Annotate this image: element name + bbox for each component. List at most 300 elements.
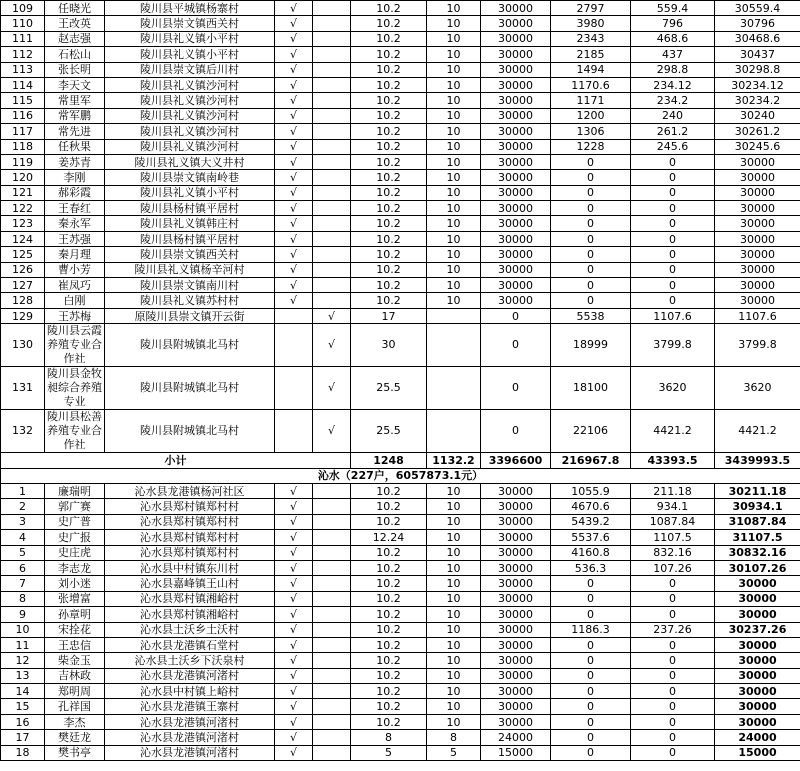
standard-value: 10 [427, 483, 481, 498]
household-name: 赵志强 [45, 31, 105, 46]
subsidy-value: 0 [481, 324, 551, 367]
liangchuan-coop-rows [1, 324, 800, 453]
value-1: 536.3 [551, 560, 631, 575]
value-2: 0 [631, 247, 715, 262]
value-1: 5538 [551, 308, 631, 323]
standard-value [427, 410, 481, 453]
value-1: 0 [551, 154, 631, 169]
row-number: 121 [1, 185, 45, 200]
check-1: √ [275, 622, 313, 637]
subsidy-value: 30000 [481, 699, 551, 714]
subtotal-v1: 216967.8 [551, 453, 631, 468]
total-value: 1107.6 [715, 308, 800, 323]
household-name: 廉瑞明 [45, 483, 105, 498]
address: 陵川县礼义镇小平村 [105, 185, 275, 200]
household-name: 秦月理 [45, 247, 105, 262]
household-name: 崔凤巧 [45, 278, 105, 293]
address: 陵川县礼义镇沙河村 [105, 93, 275, 108]
check-1 [275, 367, 313, 410]
check-1 [275, 410, 313, 453]
total-value: 30234.12 [715, 77, 800, 92]
value-2: 832.16 [631, 545, 715, 560]
total-value: 30261.2 [715, 124, 800, 139]
standard-value: 10 [427, 77, 481, 92]
row-number: 8 [1, 591, 45, 606]
check-2 [313, 499, 351, 514]
standard-value: 10 [427, 653, 481, 668]
value-1: 0 [551, 262, 631, 277]
standard-value [427, 308, 481, 323]
value-2: 0 [631, 730, 715, 745]
value-1: 0 [551, 231, 631, 246]
household-name: 王改英 [45, 16, 105, 31]
standard-value: 10 [427, 139, 481, 154]
value-2: 0 [631, 668, 715, 683]
subsidy-value: 30000 [481, 622, 551, 637]
table-row [1, 367, 800, 410]
check-1: √ [275, 108, 313, 123]
table-row [1, 93, 800, 108]
table-row [1, 16, 800, 31]
area-value: 10.2 [351, 262, 427, 277]
subsidy-value: 30000 [481, 684, 551, 699]
value-1: 0 [551, 699, 631, 714]
household-name: 王苏强 [45, 231, 105, 246]
subsidy-value: 30000 [481, 278, 551, 293]
subsidy-value: 30000 [481, 247, 551, 262]
check-1: √ [275, 247, 313, 262]
subtotal-total: 3439993.5 [715, 453, 800, 468]
total-value: 24000 [715, 730, 800, 745]
area-value: 10.2 [351, 560, 427, 575]
check-2 [313, 483, 351, 498]
standard-value: 10 [427, 560, 481, 575]
standard-value: 10 [427, 514, 481, 529]
total-value: 30468.6 [715, 31, 800, 46]
subtotal-std: 1132.2 [427, 453, 481, 468]
subsidy-value: 30000 [481, 653, 551, 668]
household-name: 陵川县金牧昶综合养殖专业 [45, 367, 105, 410]
area-value: 10.2 [351, 108, 427, 123]
subsidy-value: 30000 [481, 637, 551, 652]
table-row [1, 77, 800, 92]
value-2: 0 [631, 745, 715, 760]
area-value: 10.2 [351, 170, 427, 185]
table-row [1, 545, 800, 560]
value-2: 1107.6 [631, 308, 715, 323]
check-2 [313, 262, 351, 277]
household-name: 史广普 [45, 514, 105, 529]
total-value: 30237.26 [715, 622, 800, 637]
table-row [1, 170, 800, 185]
household-name: 任晓光 [45, 1, 105, 16]
standard-value: 10 [427, 293, 481, 308]
check-1: √ [275, 499, 313, 514]
standard-value: 10 [427, 201, 481, 216]
household-name: 吉林政 [45, 668, 105, 683]
subtotal-sub: 3396600 [481, 453, 551, 468]
value-2: 298.8 [631, 62, 715, 77]
value-2: 3620 [631, 367, 715, 410]
check-2: √ [313, 324, 351, 367]
check-2 [313, 699, 351, 714]
check-1: √ [275, 77, 313, 92]
subsidy-value: 30000 [481, 560, 551, 575]
total-value: 30000 [715, 637, 800, 652]
value-1: 0 [551, 293, 631, 308]
subsidy-value: 30000 [481, 62, 551, 77]
total-value: 30000 [715, 653, 800, 668]
total-value: 30000 [715, 231, 800, 246]
address: 陵川县崇文镇后川村 [105, 62, 275, 77]
value-2: 0 [631, 684, 715, 699]
subsidy-value: 30000 [481, 576, 551, 591]
value-1: 1171 [551, 93, 631, 108]
subsidy-value: 30000 [481, 31, 551, 46]
check-2 [313, 278, 351, 293]
household-name: 白刚 [45, 293, 105, 308]
table-row [1, 185, 800, 200]
address: 陵川县杨村镇平居村 [105, 201, 275, 216]
area-value: 17 [351, 308, 427, 323]
area-value: 10.2 [351, 47, 427, 62]
check-1 [275, 324, 313, 367]
liangchuan-rows [1, 1, 800, 324]
value-1: 1306 [551, 124, 631, 139]
check-1: √ [275, 514, 313, 529]
value-1: 0 [551, 730, 631, 745]
table-row [1, 124, 800, 139]
subsidy-value: 30000 [481, 154, 551, 169]
standard-value: 10 [427, 278, 481, 293]
standard-value: 10 [427, 93, 481, 108]
address: 陵川县崇文镇西关村 [105, 247, 275, 262]
table-row [1, 591, 800, 606]
household-name: 石松山 [45, 47, 105, 62]
household-name: 张长明 [45, 62, 105, 77]
value-1: 4160.8 [551, 545, 631, 560]
household-name: 孔祥国 [45, 699, 105, 714]
household-name: 樊书亭 [45, 745, 105, 760]
total-value: 30000 [715, 170, 800, 185]
table-row [1, 560, 800, 575]
area-value: 8 [351, 730, 427, 745]
check-2 [313, 684, 351, 699]
value-2: 0 [631, 185, 715, 200]
check-2 [313, 77, 351, 92]
household-name: 陵川县松善养殖专业合作社 [45, 410, 105, 453]
subsidy-value: 30000 [481, 231, 551, 246]
standard-value: 10 [427, 622, 481, 637]
check-2 [313, 293, 351, 308]
table-row [1, 607, 800, 622]
value-1: 0 [551, 576, 631, 591]
subsidy-value: 0 [481, 308, 551, 323]
check-1: √ [275, 714, 313, 729]
address: 陵川县礼义镇小平村 [105, 31, 275, 46]
standard-value: 10 [427, 576, 481, 591]
value-2: 934.1 [631, 499, 715, 514]
total-value: 30000 [715, 278, 800, 293]
check-2 [313, 668, 351, 683]
value-1: 1200 [551, 108, 631, 123]
value-2: 237.26 [631, 622, 715, 637]
standard-value: 5 [427, 745, 481, 760]
row-number: 115 [1, 93, 45, 108]
table-row [1, 262, 800, 277]
table-row [1, 247, 800, 262]
check-2 [313, 560, 351, 575]
check-2 [313, 139, 351, 154]
check-1: √ [275, 124, 313, 139]
check-2 [313, 247, 351, 262]
household-name: 史广报 [45, 530, 105, 545]
address: 沁水县龙港镇王寨村 [105, 699, 275, 714]
total-value: 30000 [715, 154, 800, 169]
value-2: 0 [631, 154, 715, 169]
household-name: 柴金玉 [45, 653, 105, 668]
table-row [1, 410, 800, 453]
row-number: 124 [1, 231, 45, 246]
value-2: 0 [631, 637, 715, 652]
row-number: 132 [1, 410, 45, 453]
area-value: 12.24 [351, 530, 427, 545]
subsidy-value: 30000 [481, 514, 551, 529]
household-name: 张增富 [45, 591, 105, 606]
table-row [1, 699, 800, 714]
value-2: 437 [631, 47, 715, 62]
area-value: 5 [351, 745, 427, 760]
address: 陵川县崇文镇南岭巷 [105, 170, 275, 185]
check-2 [313, 576, 351, 591]
value-1: 2185 [551, 47, 631, 62]
subsidy-value: 15000 [481, 745, 551, 760]
section-title: 沁水（227户，6057873.1元） [1, 468, 800, 483]
area-value: 10.2 [351, 668, 427, 683]
total-value: 3799.8 [715, 324, 800, 367]
standard-value: 10 [427, 16, 481, 31]
subsidy-value: 30000 [481, 499, 551, 514]
check-1: √ [275, 262, 313, 277]
subsidy-value: 30000 [481, 293, 551, 308]
total-value: 30000 [715, 262, 800, 277]
value-2: 468.6 [631, 31, 715, 46]
address: 陵川县礼义镇苏村村 [105, 293, 275, 308]
check-2 [313, 530, 351, 545]
row-number: 3 [1, 514, 45, 529]
value-1: 0 [551, 745, 631, 760]
address: 沁水县郑村镇郑村村 [105, 545, 275, 560]
total-value: 30000 [715, 576, 800, 591]
value-1: 0 [551, 278, 631, 293]
subsidy-value: 30000 [481, 530, 551, 545]
household-name: 孙章明 [45, 607, 105, 622]
standard-value: 10 [427, 231, 481, 246]
area-value: 10.2 [351, 293, 427, 308]
row-number: 129 [1, 308, 45, 323]
total-value: 30000 [715, 216, 800, 231]
qinshui-rows [1, 483, 800, 760]
address: 沁水县龙港镇河渚村 [105, 714, 275, 729]
subsidy-value: 30000 [481, 262, 551, 277]
value-2: 0 [631, 576, 715, 591]
row-number: 123 [1, 216, 45, 231]
standard-value: 10 [427, 185, 481, 200]
total-value: 30934.1 [715, 499, 800, 514]
table-row [1, 47, 800, 62]
subsidy-value: 30000 [481, 216, 551, 231]
total-value: 30000 [715, 714, 800, 729]
table-row [1, 668, 800, 683]
value-1: 5537.6 [551, 530, 631, 545]
address: 陵川县礼义镇沙河村 [105, 77, 275, 92]
row-number: 120 [1, 170, 45, 185]
standard-value: 10 [427, 530, 481, 545]
area-value: 10.2 [351, 622, 427, 637]
household-name: 史庄虎 [45, 545, 105, 560]
value-2: 1087.84 [631, 514, 715, 529]
total-value: 30245.6 [715, 139, 800, 154]
standard-value: 10 [427, 31, 481, 46]
table-row [1, 514, 800, 529]
value-2: 234.2 [631, 93, 715, 108]
subtotal-v2: 43393.5 [631, 453, 715, 468]
value-2: 0 [631, 293, 715, 308]
table-row [1, 108, 800, 123]
table-row [1, 637, 800, 652]
row-number: 112 [1, 47, 45, 62]
address: 沁水县郑村镇湘峪村 [105, 591, 275, 606]
household-name: 李杰 [45, 714, 105, 729]
area-value: 10.2 [351, 247, 427, 262]
subtotal-label: 小计 [1, 453, 351, 468]
total-value: 30234.2 [715, 93, 800, 108]
address: 沁水县嘉峰镇王山村 [105, 576, 275, 591]
address: 沁水县龙港镇河渚村 [105, 745, 275, 760]
total-value: 30000 [715, 591, 800, 606]
address: 陵川县礼义镇沙河村 [105, 139, 275, 154]
value-2: 0 [631, 262, 715, 277]
standard-value: 8 [427, 730, 481, 745]
area-value: 10.2 [351, 139, 427, 154]
subsidy-value: 30000 [481, 93, 551, 108]
row-number: 4 [1, 530, 45, 545]
value-1: 2797 [551, 1, 631, 16]
row-number: 12 [1, 653, 45, 668]
subtotal-row [1, 453, 800, 468]
value-1: 18100 [551, 367, 631, 410]
table-row [1, 622, 800, 637]
subsidy-value: 30000 [481, 201, 551, 216]
check-2 [313, 47, 351, 62]
address: 陵川县崇文镇西关村 [105, 16, 275, 31]
table-row [1, 278, 800, 293]
subsidy-value: 0 [481, 410, 551, 453]
subtotal-area: 1248 [351, 453, 427, 468]
address: 原陵川县崇文镇开云街 [105, 308, 275, 323]
household-name: 郭广赛 [45, 499, 105, 514]
subsidy-value: 30000 [481, 139, 551, 154]
value-1: 0 [551, 247, 631, 262]
check-1: √ [275, 62, 313, 77]
check-2 [313, 231, 351, 246]
address: 陵川县附城镇北马村 [105, 367, 275, 410]
check-1: √ [275, 591, 313, 606]
value-1: 0 [551, 185, 631, 200]
row-number: 126 [1, 262, 45, 277]
check-1: √ [275, 668, 313, 683]
check-1: √ [275, 16, 313, 31]
total-value: 31107.5 [715, 530, 800, 545]
standard-value [427, 367, 481, 410]
area-value: 10.2 [351, 154, 427, 169]
table-row [1, 231, 800, 246]
row-number: 1 [1, 483, 45, 498]
row-number: 16 [1, 714, 45, 729]
row-number: 9 [1, 607, 45, 622]
value-1: 0 [551, 653, 631, 668]
household-name: 李刚 [45, 170, 105, 185]
check-2 [313, 622, 351, 637]
row-number: 116 [1, 108, 45, 123]
value-1: 5439.2 [551, 514, 631, 529]
check-2 [313, 62, 351, 77]
address: 沁水县龙港镇石堂村 [105, 637, 275, 652]
total-value: 30000 [715, 201, 800, 216]
check-2 [313, 93, 351, 108]
table-row [1, 62, 800, 77]
address: 陵川县杨村镇平居村 [105, 231, 275, 246]
table-row [1, 139, 800, 154]
household-name: 王忠信 [45, 637, 105, 652]
row-number: 119 [1, 154, 45, 169]
value-1: 1494 [551, 62, 631, 77]
address: 沁水县郑村镇郑村村 [105, 514, 275, 529]
row-number: 130 [1, 324, 45, 367]
table-row [1, 324, 800, 367]
value-2: 234.12 [631, 77, 715, 92]
value-1: 1170.6 [551, 77, 631, 92]
check-2 [313, 154, 351, 169]
check-2 [313, 170, 351, 185]
value-1: 0 [551, 668, 631, 683]
subsidy-value: 30000 [481, 1, 551, 16]
subsidy-value: 30000 [481, 714, 551, 729]
row-number: 125 [1, 247, 45, 262]
table-row [1, 530, 800, 545]
area-value: 10.2 [351, 16, 427, 31]
standard-value: 10 [427, 62, 481, 77]
standard-value: 10 [427, 607, 481, 622]
area-value: 10.2 [351, 278, 427, 293]
total-value: 30796 [715, 16, 800, 31]
value-1: 0 [551, 607, 631, 622]
check-2 [313, 637, 351, 652]
address: 沁水县龙港镇杨河社区 [105, 483, 275, 498]
total-value: 15000 [715, 745, 800, 760]
subsidy-value: 30000 [481, 47, 551, 62]
area-value: 10.2 [351, 31, 427, 46]
row-number: 118 [1, 139, 45, 154]
standard-value: 10 [427, 1, 481, 16]
household-name: 姜苏青 [45, 154, 105, 169]
area-value: 10.2 [351, 62, 427, 77]
household-name: 王春红 [45, 201, 105, 216]
check-1: √ [275, 139, 313, 154]
address: 沁水县龙港镇河渚村 [105, 730, 275, 745]
standard-value: 10 [427, 262, 481, 277]
area-value: 10.2 [351, 684, 427, 699]
